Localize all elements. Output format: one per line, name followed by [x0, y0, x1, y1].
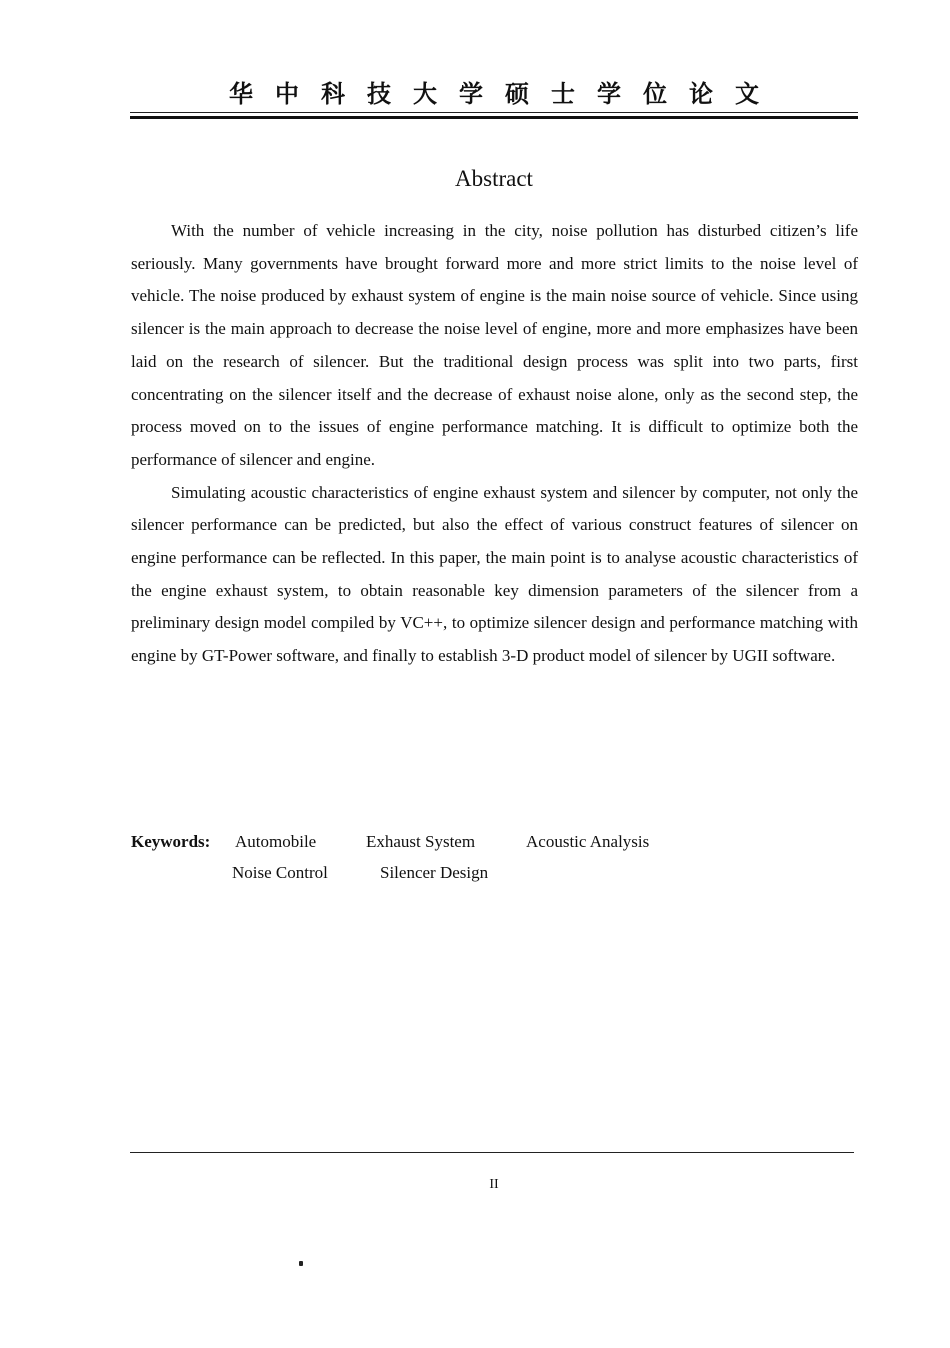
page-number: II	[489, 1177, 499, 1192]
abstract-body	[131, 215, 858, 673]
header-rule-thin	[130, 112, 858, 113]
abstract-heading: Abstract	[455, 166, 533, 191]
footer-rule	[130, 1152, 854, 1153]
keyword-item: Exhaust System	[366, 832, 476, 851]
keyword-item: Acoustic Analysis	[526, 832, 650, 851]
keywords-block	[131, 826, 858, 896]
thesis-header-title: 华中科技大学硕士学位论文	[229, 80, 781, 108]
keywords-label: Keywords:	[131, 832, 211, 851]
scan-speck	[299, 1261, 303, 1266]
keyword-item: Automobile	[235, 832, 317, 851]
header-rule-thick	[130, 116, 858, 119]
keyword-item: Noise Control	[232, 863, 328, 882]
abstract-paragraph-1: With the number of vehicle increasing in the city, noise pollution has disturbed citizen’s life seriously. Many governments have brought forward more and more strict limits to the noise level of vehicle. The noise produced by exhaust system of engine is the main noise source of vehicle. Since using silencer is the main approach to decrease the noise level of engine, more and more emphasizes have been laid on the research of silencer. But the traditional design process was split into two parts, first concentrating on the silencer itself and the decrease of exhaust noise alone, only as the second step, the process moved on to the issues of engine performance matching. It is difficult to optimize both the performance of silencer and engine.	[131, 221, 858, 469]
keyword-item: Silencer Design	[380, 863, 489, 882]
abstract-paragraph-2: Simulating acoustic characteristics of engine exhaust system and silencer by computer, not only the silencer performance can be predicted, but also the effect of various construct features of silencer on engine performance can be reflected. In this paper, the main point is to analyse acoustic characteristics of the engine exhaust system, to obtain reasonable key dimension parameters of the silencer from a preliminary design model compiled by VC++, to optimize silencer design and performance matching with engine by GT-Power software, and finally to establish 3-D product model of silencer by UGII software.	[131, 482, 858, 666]
